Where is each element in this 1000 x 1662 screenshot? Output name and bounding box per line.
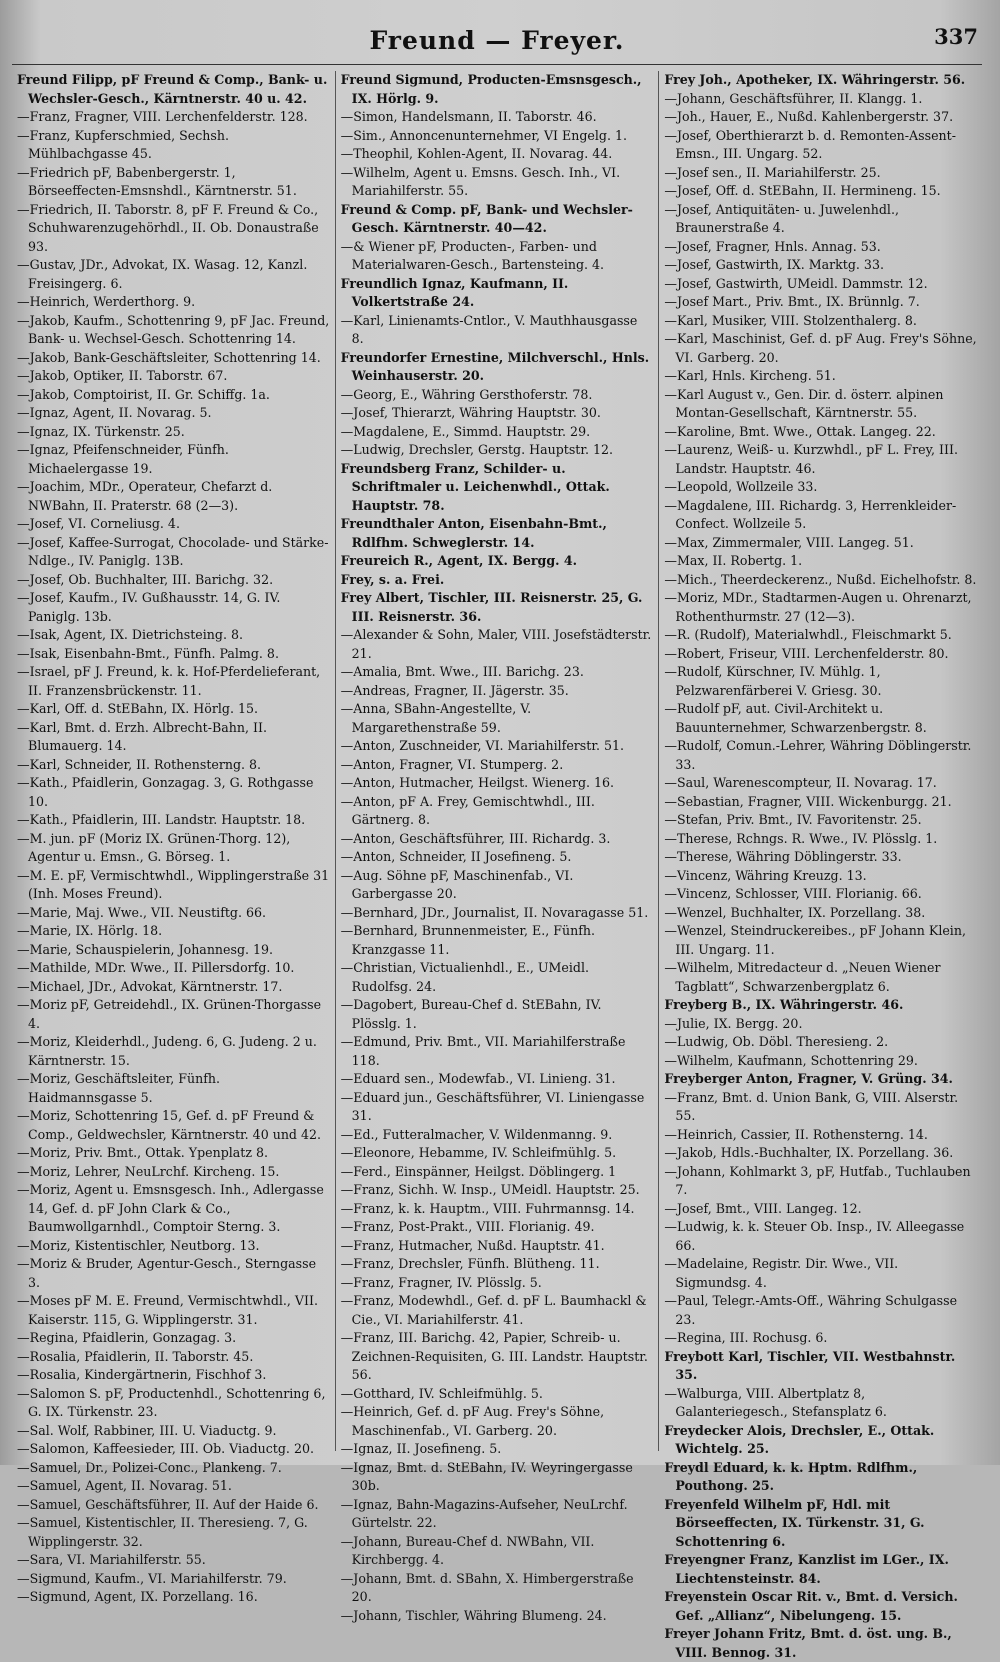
directory-entry: — Regina, III. Rochusg. 6. <box>664 1329 977 1348</box>
directory-entry: — Franz, Hutmacher, Nußd. Hauptstr. 41. <box>341 1237 654 1256</box>
directory-entry: — Stefan, Priv. Bmt., IV. Favoritenstr. 25. <box>664 811 977 830</box>
directory-entry: — Eduard jun., Geschäftsführer, VI. Liniengasse 31. <box>341 1089 654 1126</box>
directory-entry: — Jakob, Optiker, II. Taborstr. 67. <box>17 367 330 386</box>
directory-entry: — Moriz pF, Getreidehdl., IX. Grünen-Thorgasse 4. <box>17 996 330 1033</box>
directory-entry: — Therese, Rchngs. R. Wwe., IV. Plösslg. 1. <box>664 830 977 849</box>
directory-entry: — Josef, Off. d. StEBahn, II. Hermineng. 15. <box>664 182 977 201</box>
directory-entry: — Rudolf pF, aut. Civil-Architekt u. Bauunternehmer, Schwarzenbergstr. 8. <box>664 700 977 737</box>
directory-entry: — M. E. pF, Vermischtwhdl., Wipplingerstraße 31 (Inh. Moses Freund). <box>17 867 330 904</box>
directory-entry: — Johann, Tischler, Währing Blumeng. 24. <box>341 1607 654 1626</box>
directory-entry: — Joh., Hauer, E., Nußd. Kahlenbergerstr. 37. <box>664 108 977 127</box>
directory-entry: Freundorfer Ernestine, Milchverschl., Hnls. Weinhauserstr. 20. <box>340 349 650 383</box>
directory-entry: — Anton, Geschäftsführer, III. Richardg. 3. <box>341 830 654 849</box>
directory-entry: — Anna, SBahn-Angestellte, V. Margarethenstraße 59. <box>341 700 654 737</box>
directory-entry: — Franz, Fragner, IV. Plösslg. 5. <box>341 1274 654 1293</box>
directory-entry: — Karl, Schneider, II. Rothensterng. 8. <box>17 756 330 775</box>
directory-entry: Freund Sigmund, Producten-Emsnsgesch., IX. Hörlg. 9. <box>340 72 642 106</box>
directory-entry: — Julie, IX. Bergg. 20. <box>664 1015 977 1034</box>
directory-entry: Freydl Eduard, k. k. Hptm. Rdlfhm., Pouthong. 25. <box>664 1459 918 1493</box>
directory-entry: — M. jun. pF (Moriz IX. Grünen-Thorg. 12), Agentur u. Emsn., G. Börseg. 1. <box>17 830 330 867</box>
directory-entry: Freureich R., Agent, IX. Bergg. 4. <box>340 553 578 568</box>
directory-entry: — Salomon S. pF, Productenhdl., Schottenring 6, G. IX. Türkenstr. 23. <box>17 1385 330 1422</box>
directory-entry: — Marie, IX. Hörlg. 18. <box>17 922 330 941</box>
directory-entry: — Josef sen., II. Mariahilferstr. 25. <box>664 164 977 183</box>
column-3 <box>658 71 982 1660</box>
page-title: Freund — Freyer. <box>369 26 625 55</box>
directory-entry: — Josef, VI. Corneliusg. 4. <box>17 515 330 534</box>
directory-entry: — Josef, Bmt., VIII. Langeg. 12. <box>664 1200 977 1219</box>
directory-entry: — Rudolf, Kürschner, IV. Mühlg. 1, Pelzwarenfärberei V. Griesg. 30. <box>664 663 977 700</box>
directory-entry: — Theophil, Kohlen-Agent, II. Novarag. 44. <box>341 145 654 164</box>
directory-entry: — Gotthard, IV. Schleifmühlg. 5. <box>341 1385 654 1404</box>
directory-entry: — Ignaz, Bahn-Magazins-Aufseher, NeuLrchf. Gürtelstr. 22. <box>341 1496 654 1533</box>
directory-entry: Frey, s. a. Frei. <box>340 571 445 587</box>
directory-entry: — Wilhelm, Kaufmann, Schottenring 29. <box>664 1052 977 1071</box>
directory-entry: — Kath., Pfaidlerin, Gonzagag. 3, G. Rothgasse 10. <box>17 774 330 811</box>
directory-entry: — Sim., Annoncenunternehmer, VI Engelg. 1. <box>341 127 654 146</box>
directory-entry: — Eduard sen., Modewfab., VI. Linieng. 31. <box>341 1070 654 1089</box>
directory-entry: — Franz, Sichh. W. Insp., UMeidl. Hauptstr. 25. <box>341 1181 654 1200</box>
directory-entry: — Josef, Oberthierarzt b. d. Remonten-Assent-Emsn., III. Ungarg. 52. <box>664 127 977 164</box>
directory-entry: — Ed., Futteralmacher, V. Wildenmanng. 9. <box>341 1126 654 1145</box>
directory-entry: — Samuel, Kistentischler, II. Theresieng. 7, G. Wipplingerstr. 32. <box>17 1514 330 1551</box>
directory-entry: — Friedrich, II. Taborstr. 8, pF F. Freund & Co., Schuhwarenzugehörhdl., II. Ob. Donaustraße 93. <box>17 201 330 257</box>
directory-entry: — Josef, Gastwirth, IX. Marktg. 33. <box>664 256 977 275</box>
directory-entry: — Johann, Bmt. d. SBahn, X. Himbergerstraße 20. <box>341 1570 654 1607</box>
page-header <box>12 22 982 65</box>
directory-entry: Freund & Comp. pF, Bank- und Wechsler-Gesch. Kärntnerstr. 40—42. <box>340 201 633 235</box>
directory-entry: — Christian, Victualienhdl., E., UMeidl. Rudolfsg. 24. <box>341 959 654 996</box>
directory-entry: — Karl, Bmt. d. Erzh. Albrecht-Bahn, II. Blumauerg. 14. <box>17 719 330 756</box>
directory-entry: Freundsberg Franz, Schilder- u. Schriftmaler u. Leichenwhdl., Ottak. Hauptstr. 78. <box>340 460 610 513</box>
directory-entry: — Moriz, Schottenring 15, Gef. d. pF Freund & Comp., Geldwechsler, Kärntnerstr. 40 und 42. <box>17 1107 330 1144</box>
directory-entry: — Michael, JDr., Advokat, Kärntnerstr. 17. <box>17 978 330 997</box>
directory-entry: — Aug. Söhne pF, Maschinenfab., VI. Garbergasse 20. <box>341 867 654 904</box>
directory-entry: — Salomon, Kaffeesieder, III. Ob. Viaductg. 20. <box>17 1440 330 1459</box>
directory-entry: — Wenzel, Steindruckereibes., pF Johann Klein, III. Ungarg. 11. <box>664 922 977 959</box>
page-number: 337 <box>934 24 978 49</box>
directory-entry: — Ignaz, Agent, II. Novarag. 5. <box>17 404 330 423</box>
directory-entry: — Amalia, Bmt. Wwe., III. Barichg. 23. <box>341 663 654 682</box>
directory-entry: — Ferd., Einspänner, Heilgst. Döblingerg. 1 <box>341 1163 654 1182</box>
directory-entry: — Anton, Fragner, VI. Stumperg. 2. <box>341 756 654 775</box>
directory-entry: — Karl, Linienamts-Cntlor., V. Mauthhausgasse 8. <box>341 312 654 349</box>
directory-entry: — Karoline, Bmt. Wwe., Ottak. Langeg. 22. <box>664 423 977 442</box>
directory-entry: — Magdalene, E., Simmd. Hauptstr. 29. <box>341 423 654 442</box>
directory-entry: — Kath., Pfaidlerin, III. Landstr. Hauptstr. 18. <box>17 811 330 830</box>
directory-entry: — Joachim, MDr., Operateur, Chefarzt d. NWBahn, II. Praterstr. 68 (2—3). <box>17 478 330 515</box>
directory-entry: Freyberg B., IX. Währingerstr. 46. <box>664 997 904 1012</box>
directory-entry: — Josef, Kaufm., IV. Gußhausstr. 14, G. IV. Paniglg. 13b. <box>17 589 330 626</box>
directory-entry: — Karl, Off. d. StEBahn, IX. Hörlg. 15. <box>17 700 330 719</box>
directory-entry: — Samuel, Geschäftsführer, II. Auf der Haide 6. <box>17 1496 330 1515</box>
directory-entry: — Josef Mart., Priv. Bmt., IX. Brünnlg. 7. <box>664 293 977 312</box>
directory-entry: — Leopold, Wollzeile 33. <box>664 478 977 497</box>
directory-entry: — Karl August v., Gen. Dir. d. österr. alpinen Montan-Gesellschaft, Kärntnerstr. 55. <box>664 386 977 423</box>
directory-entry: — Madelaine, Registr. Dir. Wwe., VII. Sigmundsg. 4. <box>664 1255 977 1292</box>
directory-entry: — Sebastian, Fragner, VIII. Wickenburgg. 21. <box>664 793 977 812</box>
directory-entry: — Simon, Handelsmann, II. Taborstr. 46. <box>341 108 654 127</box>
directory-entry: — Alexander & Sohn, Maler, VIII. Josefstädterstr. 21. <box>341 626 654 663</box>
directory-entry: — Eleonore, Hebamme, IV. Schleifmühlg. 5. <box>341 1144 654 1163</box>
directory-entry: — Max, Zimmermaler, VIII. Langeg. 51. <box>664 534 977 553</box>
column-2 <box>335 71 659 1623</box>
directory-entry: — Franz, Drechsler, Fünfh. Blütheng. 11. <box>341 1255 654 1274</box>
directory-entry: — Isak, Eisenbahn-Bmt., Fünfh. Palmg. 8. <box>17 645 330 664</box>
directory-entry: — Josef, Fragner, Hnls. Annag. 53. <box>664 238 977 257</box>
directory-entry: — Gustav, JDr., Advokat, IX. Wasag. 12, Kanzl. Freisingerg. 6. <box>17 256 330 293</box>
directory-entry: — Sara, VI. Mariahilferstr. 55. <box>17 1551 330 1570</box>
directory-entry: — Georg, E., Währing Gersthoferstr. 78. <box>341 386 654 405</box>
directory-entry: — Franz, k. k. Hauptm., VIII. Fuhrmannsg. 14. <box>341 1200 654 1219</box>
directory-entry: — Josef, Thierarzt, Währing Hauptstr. 30. <box>341 404 654 423</box>
directory-entry: — Moriz, MDr., Stadtarmen-Augen u. Ohrenarzt, Rothenthurmstr. 27 (12—3). <box>664 589 977 626</box>
directory-entry: — Vincenz, Währing Kreuzg. 13. <box>664 867 977 886</box>
columns <box>12 71 982 1660</box>
directory-entry: — Therese, Währing Döblingerstr. 33. <box>664 848 977 867</box>
directory-entry: — Dagobert, Bureau-Chef d. StEBahn, IV. Plösslg. 1. <box>341 996 654 1033</box>
directory-entry: — Franz, III. Barichg. 42, Papier, Schreib- u. Zeichnen-Requisiten, G. III. Landstr. Hauptstr. 56. <box>341 1329 654 1385</box>
directory-entry: — Karl, Maschinist, Gef. d. pF Aug. Frey's Söhne, VI. Garberg. 20. <box>664 330 977 367</box>
directory-entry: Freyenstein Oscar Rit. v., Bmt. d. Versich. Gef. „Allianz“, Nibelungeng. 15. <box>664 1589 958 1623</box>
directory-entry: — Ignaz, Pfeifenschneider, Fünfh. Michaelergasse 19. <box>17 441 330 478</box>
directory-entry: — Heinrich, Gef. d. pF Aug. Frey's Söhne, Maschinenfab., VI. Garberg. 20. <box>341 1403 654 1440</box>
directory-entry: — R. (Rudolf), Materialwhdl., Fleischmarkt 5. <box>664 626 977 645</box>
directory-entry: — Moriz, Lehrer, NeuLrchf. Kircheng. 15. <box>17 1163 330 1182</box>
directory-entry: — Anton, pF A. Frey, Gemischtwhdl., III. Gärtnerg. 8. <box>341 793 654 830</box>
directory-entry: — Moriz, Agent u. Emsnsgesch. Inh., Adlergasse 14, Gef. d. pF John Clark & Co., Baumwollgarnhdl., Comptoir Sterng. 3. <box>17 1181 330 1237</box>
directory-entry: — Ludwig, Drechsler, Gerstg. Hauptstr. 12. <box>341 441 654 460</box>
directory-entry: — Max, II. Robertg. 1. <box>664 552 977 571</box>
directory-entry: — Ignaz, II. Josefineng. 5. <box>341 1440 654 1459</box>
directory-entry: — Magdalene, III. Richardg. 3, Herrenkleider-Confect. Wollzeile 5. <box>664 497 977 534</box>
directory-entry: — Moses pF M. E. Freund, Vermischtwhdl., VII. Kaiserstr. 115, G. Wipplingerstr. 31. <box>17 1292 330 1329</box>
directory-entry: — Jakob, Kaufm., Schottenring 9, pF Jac. Freund, Bank- u. Wechsel-Gesch. Schottenring 14. <box>17 312 330 349</box>
directory-entry: — Ludwig, k. k. Steuer Ob. Insp., IV. Alleegasse 66. <box>664 1218 977 1255</box>
directory-entry: — Isak, Agent, IX. Dietrichsteing. 8. <box>17 626 330 645</box>
directory-entry: — Saul, Warenescompteur, II. Novarag. 17. <box>664 774 977 793</box>
directory-entry: — Jakob, Comptoirist, II. Gr. Schiffg. 1a. <box>17 386 330 405</box>
directory-entry: — Mich., Theerdeckerenz., Nußd. Eichelhofstr. 8. <box>664 571 977 590</box>
directory-entry: — Rosalia, Kindergärtnerin, Fischhof 3. <box>17 1366 330 1385</box>
directory-entry: Freyenfeld Wilhelm pF, Hdl. mit Börseeffecten, IX. Türkenstr. 31, G. Schottenring 6. <box>664 1496 925 1549</box>
directory-entry: Freyer Johann Fritz, Bmt. d. öst. ung. B., VIII. Bennog. 31. <box>664 1626 952 1660</box>
directory-entry: — Samuel, Dr., Polizei-Conc., Plankeng. 7. <box>17 1459 330 1478</box>
directory-entry: — Anton, Zuschneider, VI. Mariahilferstr. 51. <box>341 737 654 756</box>
directory-entry: — Franz, Modewhdl., Gef. d. pF L. Baumhackl & Cie., VI. Mariahilferstr. 41. <box>341 1292 654 1329</box>
directory-entry: Freyengner Franz, Kanzlist im LGer., IX. Liechtensteinstr. 84. <box>664 1552 949 1586</box>
directory-entry: — Andreas, Fragner, II. Jägerstr. 35. <box>341 682 654 701</box>
directory-entry: — Sigmund, Agent, IX. Porzellang. 16. <box>17 1588 330 1607</box>
directory-entry: — Samuel, Agent, II. Novarag. 51. <box>17 1477 330 1496</box>
directory-entry: — Rosalia, Pfaidlerin, II. Taborstr. 45. <box>17 1348 330 1367</box>
directory-entry: Freybott Karl, Tischler, VII. Westbahnstr. 35. <box>664 1348 956 1382</box>
directory-entry: — Edmund, Priv. Bmt., VII. Mariahilferstraße 118. <box>341 1033 654 1070</box>
directory-entry: — Anton, Schneider, II Josefineng. 5. <box>341 848 654 867</box>
directory-entry: — Franz, Bmt. d. Union Bank, G, VIII. Alserstr. 55. <box>664 1089 977 1126</box>
directory-entry: — Ignaz, Bmt. d. StEBahn, IV. Weyringergasse 30b. <box>341 1459 654 1496</box>
directory-entry: — Wilhelm, Mitredacteur d. „Neuen Wiener Tagblatt“, Schwarzenbergplatz 6. <box>664 959 977 996</box>
directory-entry: — Bernhard, JDr., Journalist, II. Novaragasse 51. <box>341 904 654 923</box>
directory-entry: — Paul, Telegr.-Amts-Off., Währing Schulgasse 23. <box>664 1292 977 1329</box>
directory-entry: — Karl, Musiker, VIII. Stolzenthalerg. 8. <box>664 312 977 331</box>
directory-entry: — Robert, Friseur, VIII. Lerchenfelderstr. 80. <box>664 645 977 664</box>
directory-entry: Freund Filipp, pF Freund & Comp., Bank- u. Wechsler-Gesch., Kärntnerstr. 40 u. 42. <box>17 72 328 106</box>
directory-entry: — Franz, Fragner, VIII. Lerchenfelderstr. 128. <box>17 108 330 127</box>
directory-entry: — Moriz, Geschäftsleiter, Fünfh. Haidmannsgasse 5. <box>17 1070 330 1107</box>
column-1 <box>12 71 335 1604</box>
directory-entry: — Rudolf, Comun.-Lehrer, Währing Döblingerstr. 33. <box>664 737 977 774</box>
directory-entry: — Walburga, VIII. Albertplatz 8, Galanteriegesch., Stefansplatz 6. <box>664 1385 977 1422</box>
directory-entry: — Heinrich, Cassier, II. Rothensterng. 14. <box>664 1126 977 1145</box>
directory-entry: Freyberger Anton, Fragner, V. Grüng. 34. <box>664 1071 953 1086</box>
directory-entry: — Franz, Post-Prakt., VIII. Florianig. 49. <box>341 1218 654 1237</box>
directory-entry: — Jakob, Bank-Geschäftsleiter, Schottenring 14. <box>17 349 330 368</box>
directory-entry: — Ignaz, IX. Türkenstr. 25. <box>17 423 330 442</box>
directory-entry: — Karl, Hnls. Kircheng. 51. <box>664 367 977 386</box>
directory-entry: — Vincenz, Schlosser, VIII. Florianig. 66. <box>664 885 977 904</box>
directory-entry: — Israel, pF J. Freund, k. k. Hof-Pferdelieferant, II. Franzensbrückenstr. 11. <box>17 663 330 700</box>
directory-entry: — Regina, Pfaidlerin, Gonzagag. 3. <box>17 1329 330 1348</box>
directory-entry: — Marie, Schauspielerin, Johannesg. 19. <box>17 941 330 960</box>
directory-entry: — Moriz, Kistentischler, Neutborg. 13. <box>17 1237 330 1256</box>
directory-entry: — Ludwig, Ob. Döbl. Theresieng. 2. <box>664 1033 977 1052</box>
directory-entry: — Josef, Ob. Buchhalter, III. Barichg. 32. <box>17 571 330 590</box>
directory-entry: — Josef, Gastwirth, UMeidl. Dammstr. 12. <box>664 275 977 294</box>
directory-entry: Freundthaler Anton, Eisenbahn-Bmt., Rdlfhm. Schweglerstr. 14. <box>340 516 607 550</box>
directory-entry: — Moriz, Kleiderhdl., Judeng. 6, G. Judeng. 2 u. Kärntnerstr. 15. <box>17 1033 330 1070</box>
directory-entry: — Johann, Bureau-Chef d. NWBahn, VII. Kirchbergg. 4. <box>341 1533 654 1570</box>
directory-entry: — Josef, Kaffee-Surrogat, Chocolade- und Stärke-Ndlge., IV. Paniglg. 13B. <box>17 534 330 571</box>
directory-entry: — & Wiener pF, Producten-, Farben- und Materialwaren-Gesch., Bartensteing. 4. <box>341 238 654 275</box>
directory-entry: — Wenzel, Buchhalter, IX. Porzellang. 38. <box>664 904 977 923</box>
directory-entry: — Bernhard, Brunnenmeister, E., Fünfh. Kranzgasse 11. <box>341 922 654 959</box>
directory-entry: — Sal. Wolf, Rabbiner, III. U. Viaductg. 9. <box>17 1422 330 1441</box>
directory-entry: — Sigmund, Kaufm., VI. Mariahilferstr. 79. <box>17 1570 330 1589</box>
directory-entry: Freydecker Alois, Drechsler, E., Ottak. Wichtelg. 25. <box>664 1422 935 1456</box>
directory-entry: — Laurenz, Weiß- u. Kurzwhdl., pF L. Frey, III. Landstr. Hauptstr. 46. <box>664 441 977 478</box>
directory-entry: — Moriz, Priv. Bmt., Ottak. Ypenplatz 8. <box>17 1144 330 1163</box>
directory-entry: Frey Joh., Apotheker, IX. Währingerstr. 56. <box>664 72 966 87</box>
directory-entry: — Anton, Hutmacher, Heilgst. Wienerg. 16. <box>341 774 654 793</box>
directory-entry: — Johann, Geschäftsführer, II. Klangg. 1. <box>664 90 977 109</box>
directory-entry: — Mathilde, MDr. Wwe., II. Pillersdorfg. 10. <box>17 959 330 978</box>
directory-entry: — Johann, Kohlmarkt 3, pF, Hutfab., Tuchlauben 7. <box>664 1163 977 1200</box>
directory-entry: Frey Albert, Tischler, III. Reisnerstr. 25, G. III. Reisnerstr. 36. <box>340 590 643 624</box>
directory-entry: — Moriz & Bruder, Agentur-Gesch., Sterngasse 3. <box>17 1255 330 1292</box>
directory-entry: — Franz, Kupferschmied, Sechsh. Mühlbachgasse 45. <box>17 127 330 164</box>
directory-entry: — Wilhelm, Agent u. Emsns. Gesch. Inh., VI. Mariahilferstr. 55. <box>341 164 654 201</box>
directory-entry: — Heinrich, Werderthorg. 9. <box>17 293 330 312</box>
directory-entry: Freundlich Ignaz, Kaufmann, II. Volkertstraße 24. <box>340 275 569 309</box>
directory-entry: — Jakob, Hdls.-Buchhalter, IX. Porzellang. 36. <box>664 1144 977 1163</box>
directory-entry: — Friedrich pF, Babenbergerstr. 1, Börseeffecten-Emsnshdl., Kärntnerstr. 51. <box>17 164 330 201</box>
directory-entry: — Josef, Antiquitäten- u. Juwelenhdl., Braunerstraße 4. <box>664 201 977 238</box>
directory-entry: — Marie, Maj. Wwe., VII. Neustiftg. 66. <box>17 904 330 923</box>
